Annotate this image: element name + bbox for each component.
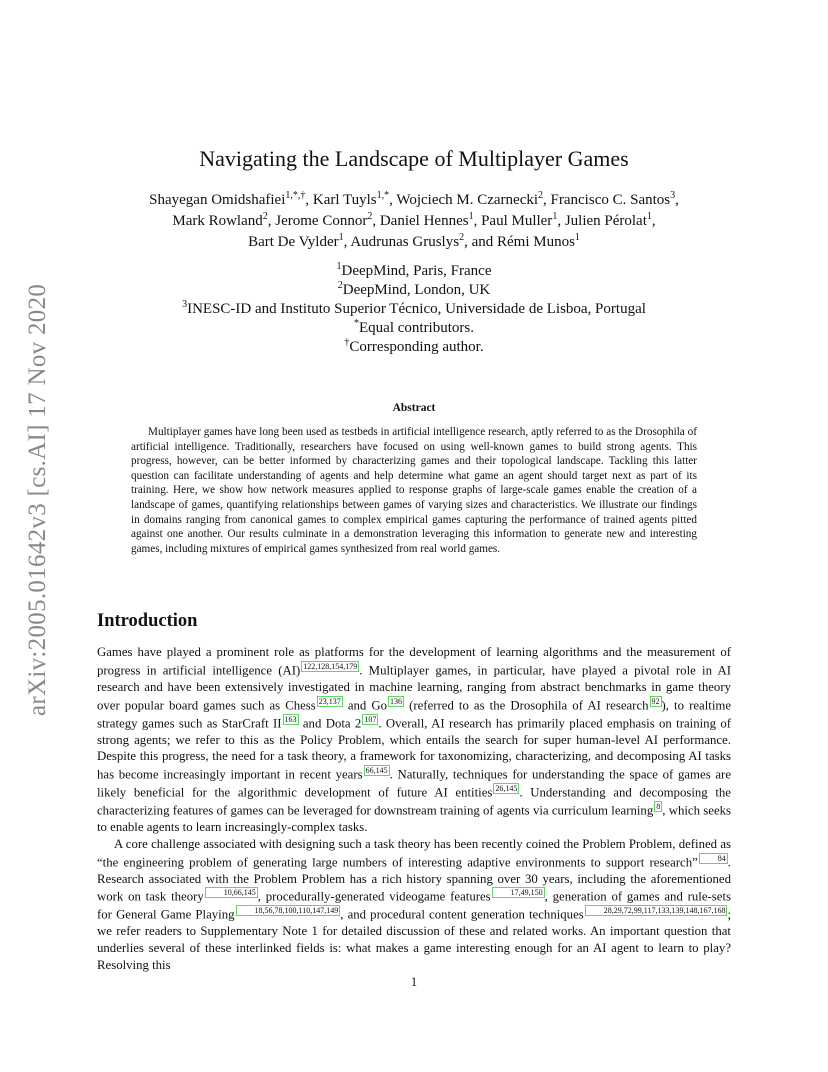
affiliation-mark: † [344,337,350,348]
affiliation-text: INESC-ID and Instituto Superior Técnico, Universidade de Lisboa, Portugal [187,301,646,317]
affiliation-mark: 3 [182,299,188,310]
citation-link[interactable]: 136 [390,696,403,706]
affiliation-line [96,319,732,338]
author-affiliation-mark: 1,*,† [285,190,306,201]
affiliation-line [96,300,732,319]
author-affiliation-mark: 1 [574,232,580,243]
citation-link[interactable]: 18,56,78,100,110,147,149 [236,905,341,916]
affiliation-text: Corresponding author. [349,339,484,355]
affiliation-mark: 1 [336,261,342,272]
author-affiliation-mark: 2 [367,211,373,222]
author-name: Wojciech M. Czarnecki [396,192,539,208]
affiliation-mark: * [354,318,359,329]
affiliation-line [96,281,732,300]
citation-link[interactable]: 17,49,150 [492,887,545,898]
citation-link[interactable]: 107 [364,714,377,724]
paragraph: A core challenge associated with designing such a task theory has been recently coined the Problem Problem, defined as “the engineering problem of generating large numbers of interesting adaptive environments to support research” 84 . Research associated with the Problem Problem has a rich history spanning over 30 years, including the aforementioned work on task theory 10,66,145 , procedurally-generated videogame features 17,49,150 , generation of games and rule-sets for General Game Playing 18,56,78,100,110,147,149 , and procedural content generation techniques 28,29,72,99,117,133,139,148,167,168 ; we refer readers to Supplementary Note 1 for detailed discussion of these and related works. An important question that underlies several of these interlinked fields is: what makes a game interesting enough for an AI agent to learn to play? Resolving this [97,836,731,972]
citation-link[interactable]: 122,128,154,179 [303,661,358,671]
citation-link[interactable]: 26,145 [495,784,518,794]
citation-link[interactable]: 92 [651,696,660,706]
page-number: 1 [410,975,418,989]
paragraph: Games have played a prominent role as platforms for the development of learning algorithms and the measurement of progress in artificial intelligence (AI) 122,128,154,179 . Multiplayer games, in particular, have played a pivotal role in AI research and have been extensively investigated in machine learning, ranging from abstract benchmarks in game theory over popular board games such as Chess 23,137 and Go 136 (referred to as the Drosophila of AI research 92 ), to realtime strategy games such as StarCraft II 163 and Dota 2 107 . Overall, AI research has primarily placed emphasis on training of strong agents; we refer to this as the Policy Problem, which entails the search for super human-level AI performance. Despite this progress, the need for a task theory, a framework for taxonomizing, characterizing, and decomposing AI tasks has become increasingly important in recent years 66,145 . Naturally, techniques for understanding the space of games are likely beneficial for the algorithmic development of future AI entities 26,145 . Understanding and decomposing the characterizing features of games can be leveraged for downstream training of agents via curriculum learning 8 , which seeks to enable agents to learn increasingly-complex tasks. [97,645,732,835]
abstract-heading: Abstract [392,402,436,414]
affiliation-line [96,262,732,281]
author-name: Shayegan Omidshafiei [149,192,286,208]
author-name: Audrunas Gruslys [350,234,460,250]
author-affiliation-mark: 1 [468,211,474,222]
citation-link[interactable]: 28,29,72,99,117,133,139,148,167,168 [585,905,728,916]
citation-link[interactable]: 23,137 [318,696,341,706]
author-list: Shayegan Omidshafiei$^{1,*,\dagger}$, Karl Tuyls$^{1,*}$, Wojciech M. Czarnecki$^2$, Francisco C. Santos$^3$, Mark Rowland$^2$, Jerome Connor$^2$, Daniel Hennes$^1$, Paul Muller$^1$, Julien Pérolat$^1$, Bart De Vylder$^1$, Audrunas Gruslys$^2$, and Rémi Munos$^1$ [149,190,679,250]
affiliation-text: Equal contributors. [359,320,474,336]
author-affiliation-mark: 1 [646,211,652,222]
citation-link[interactable]: 66,145 [365,766,388,776]
author-name: Paul Muller [481,213,553,229]
author-name: Julien Pérolat [564,213,647,229]
paper-title: Navigating the Landscape of Multiplayer Games [199,146,629,171]
citation-link[interactable]: 163 [284,714,297,724]
affiliation-text: DeepMind, Paris, France [341,263,492,279]
citation-link[interactable]: 10,66,145 [205,887,258,898]
affiliation-line [96,338,732,357]
introduction-body [97,644,731,974]
author-affiliation-mark: 1 [338,232,344,243]
author-affiliation-mark: 2 [459,232,465,243]
author-affiliation-mark: 3 [670,190,676,201]
author-affiliation-mark: 2 [262,211,268,222]
author-name: Rémi Munos [496,234,575,250]
affiliation-text: DeepMind, London, UK [342,282,491,298]
author-affiliation-mark: 2 [538,190,544,201]
author-name: Bart De Vylder [248,234,339,250]
author-affiliation-mark: 1 [552,211,558,222]
affiliation-mark: 2 [337,280,343,291]
abstract-text: Multiplayer games have long been used as testbeds in artificial intelligence research, aptly referred to as the Drosophila of artificial intelligence. Traditionally, researchers have focused on using well-known games to build strong agents. This progress, however, can be better informed by characterizing games and their topological landscape. Tackling this latter question can facilitate understanding of agents and help determine what game an agent should target next as part of its training. Here, we show how network measures applied to response graphs of large-scale games enable the creation of a landscape of games, quantifying relationships between games of varying sizes and characteristics. We illustrate our findings in domains ranging from canonical games to complex empirical games capturing the performance of trained agents pitted against one another. Our results culminate in a demonstration leveraging this information to generate new and interesting games, including mixtures of empirical games synthesized from real world games. [131,426,697,555]
author-name: Daniel Hennes [379,213,469,229]
section-heading-introduction: Introduction [97,611,198,631]
author-name: Karl Tuyls [312,192,377,208]
citation-link[interactable]: 8 [656,802,661,812]
author-name: Jerome Connor [275,213,368,229]
affiliation-list [96,262,732,357]
citation-link[interactable]: 84 [699,853,728,864]
author-affiliation-mark: 1,* [376,190,390,201]
author-name: Mark Rowland [172,213,263,229]
author-name: Francisco C. Santos [550,192,671,208]
arxiv-identifier: arXiv:2005.01642v3 [cs.AI] 17 Nov 2020 [24,283,51,717]
